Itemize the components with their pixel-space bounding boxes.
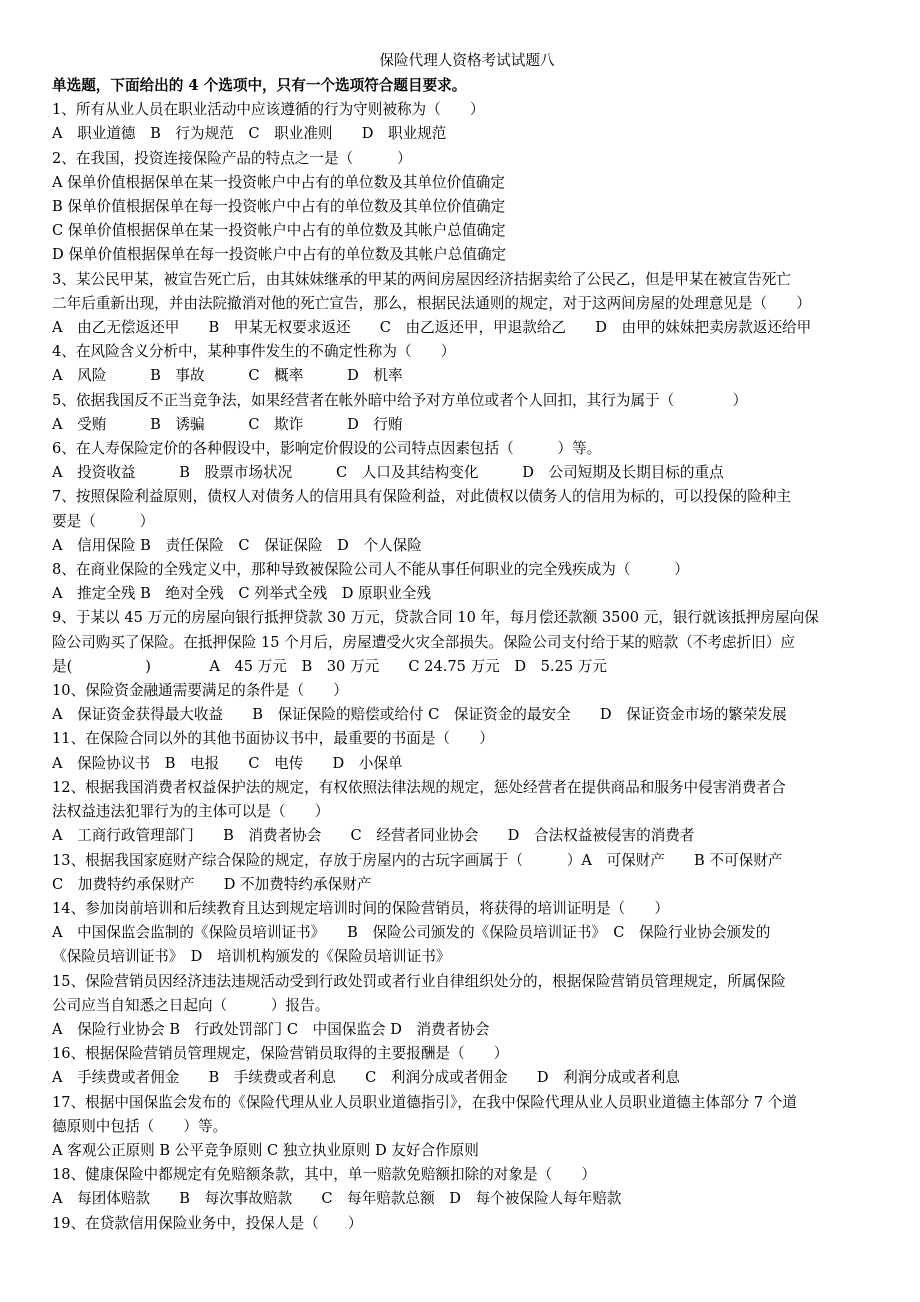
text-line: 公司应当自知悉之日起向（ ）报告。 bbox=[52, 996, 330, 1014]
text-line: A 受贿 B 诱骗 C 欺诈 D 行贿 bbox=[52, 415, 403, 433]
text-line: 19、在贷款信用保险业务中，投保人是（ ） bbox=[52, 1214, 363, 1232]
text-line: A 工商行政管理部门 B 消费者协会 C 经营者同业协会 D 合法权益被侵害的消费者 bbox=[52, 827, 695, 845]
text-line: 8、在商业保险的全残定义中，那种导致被保险公司人不能从事任何职业的完全残疾成为（ ） bbox=[52, 561, 689, 579]
text-line: 16、根据保险营销员管理规定，保险营销员取得的主要报酬是（ ） bbox=[52, 1045, 509, 1063]
text-line: 14、参加岗前培训和后续教育且达到规定培训时间的保险营销员，将获得的培训证明是（ ） bbox=[52, 899, 669, 917]
text-line: 3、某公民甲某，被宣告死亡后，由其妹妹继承的甲某的两间房屋因经济拮据卖给了公民乙，但是甲某在被宣告死亡 bbox=[52, 270, 791, 288]
text-line: D 保单价值根据保单在每一投资帐户中占有的单位数及其帐户总值确定 bbox=[52, 246, 507, 264]
text-line: 2、在我国，投资连接保险产品的特点之一是（ ） bbox=[52, 149, 412, 167]
text-line: 13、根据我国家庭财产综合保险的规定，存放于房屋内的古玩字画属于（ ）A 可保财产 B 不可保财产 bbox=[52, 851, 783, 869]
text-line: 4、在风险含义分析中，某种事件发生的不确定性称为（ ） bbox=[52, 343, 456, 361]
text-line: A 风险 B 事故 C 概率 D 机率 bbox=[52, 367, 403, 385]
text-line: 6、在人寿保险定价的各种假设中，影响定价假设的公司特点因素包括（ ）等。 bbox=[52, 440, 602, 458]
page-title: 保险代理人资格考试试题八 bbox=[379, 52, 555, 69]
text-line: 9、于某以 45 万元的房屋向银行抵押贷款 30 万元，贷款合同 10 年，每月偿还款额 3500 元，银行就该抵押房屋向保 bbox=[52, 609, 819, 627]
text-line: 5、依据我国反不正当竞争法，如果经营者在帐外暗中给予对方单位或者个人回扣，其行为属于（ ） bbox=[52, 391, 748, 409]
text-line: A 保证资金获得最大收益 B 保证保险的赔偿或给付 C 保证资金的最安全 D 保证资金市场的繁荣发展 bbox=[52, 706, 787, 724]
text-line: 1、所有从业人员在职业活动中应该遵循的行为守则被称为（ ） bbox=[52, 101, 485, 119]
text-line: A 保单价值根据保单在某一投资帐户中占有的单位数及其单位价值确定 bbox=[52, 173, 505, 191]
question-list bbox=[52, 98, 882, 1236]
text-line: A 保险行业协会 B 行政处罚部门 C 中国保监会 D 消费者协会 bbox=[52, 1020, 490, 1038]
text-line: 要是（ ） bbox=[52, 512, 155, 530]
text-line: 二年后重新出现，并由法院撤消对他的死亡宣告，那么，根据民法通则的规定，对于这两间房屋的处理意见是（ ） bbox=[52, 294, 811, 312]
text-line: 18、健康保险中都规定有免赔额条款，其中，单一赔款免赔额扣除的对象是（ ） bbox=[52, 1166, 596, 1184]
text-line: A 中国保监会监制的《保险员培训证书》 B 保险公司颁发的《保险员培训证书》 C 保险行业协会颁发的 bbox=[52, 924, 771, 942]
text-line: 10、保险资金融通需要满足的条件是（ ） bbox=[52, 682, 348, 700]
text-line: 11、在保险合同以外的其他书面协议书中，最重要的书面是（ ） bbox=[52, 730, 494, 748]
text-line: A 手续费或者佣金 B 手续费或者利息 C 利润分成或者佣金 D 利润分成或者利息 bbox=[52, 1069, 680, 1087]
text-line: 7、按照保险利益原则，债权人对债务人的信用具有保险利益，对此债权以债务人的信用为标的，可以投保的险种主 bbox=[52, 488, 791, 506]
text-line: 是( ) A 45 万元 B 30 万元 C 24.75 万元 D 5.25 万元 bbox=[52, 657, 607, 675]
text-line: 12、根据我国消费者权益保护法的规定，有权依照法律法规的规定，惩处经营者在提供商品和服务中侵害消费者合 bbox=[52, 778, 786, 796]
text-line: A 推定全残 B 绝对全残 C 列举式全残 D 原职业全残 bbox=[52, 585, 432, 603]
text-line: 《保险员培训证书》 D 培训机构颁发的《保险员培训证书》 bbox=[52, 948, 451, 966]
text-line: A 客观公正原则 B 公平竞争原则 C 独立执业原则 D 友好合作原则 bbox=[52, 1141, 479, 1159]
text-line: 15、保险营销员因经济违法违规活动受到行政处罚或者行业自律组织处分的，根据保险营销员管理规定，所属保险 bbox=[52, 972, 786, 990]
text-line: B 保单价值根据保单在每一投资帐户中占有的单位数及其单位价值确定 bbox=[52, 198, 506, 216]
text-line: A 保险协议书 B 电报 C 电传 D 小保单 bbox=[52, 754, 403, 772]
text-line: 德原则中包括（ ）等。 bbox=[52, 1117, 228, 1135]
text-line: C 加费特约承保财产 D 不加费特约承保财产 bbox=[52, 875, 372, 893]
text-line: A 投资收益 B 股票市场状况 C 人口及其结构变化 D 公司短期及长期目标的重点 bbox=[52, 464, 724, 482]
document-page bbox=[52, 48, 882, 1236]
text-line: C 保单价值根据保单在某一投资帐户中占有的单位数及其帐户总值确定 bbox=[52, 222, 506, 240]
text-line: A 职业道德 B 行为规范 C 职业准则 D 职业规范 bbox=[52, 125, 447, 143]
text-line: A 每团体赔款 B 每次事故赔款 C 每年赔款总额 D 每个被保险人每年赔款 bbox=[52, 1190, 622, 1208]
text-line: 17、根据中国保监会发布的《保险代理从业人员职业道德指引》，在我中保险代理从业人员职业道德主体部分 7 个道 bbox=[52, 1093, 797, 1111]
text-line: A 由乙无偿返还甲 B 甲某无权要求返还 C 由乙返还甲，甲退款给乙 D 由甲的妹妹把卖房款返还给甲 bbox=[52, 319, 812, 337]
text-line: 法权益违法犯罪行为的主体可以是（ ） bbox=[52, 803, 330, 821]
section-instruction: 单选题，下面给出的 4 个选项中，只有一个选项符合题目要求。 bbox=[52, 77, 467, 94]
text-line: A 信用保险 B 责任保险 C 保证保险 D 个人保险 bbox=[52, 536, 422, 554]
text-line: 险公司购买了保险。在抵押保险 15 个月后，房屋遭受火灾全部损失。保险公司支付给于某的赔款（不考虑折旧）应 bbox=[52, 633, 795, 651]
